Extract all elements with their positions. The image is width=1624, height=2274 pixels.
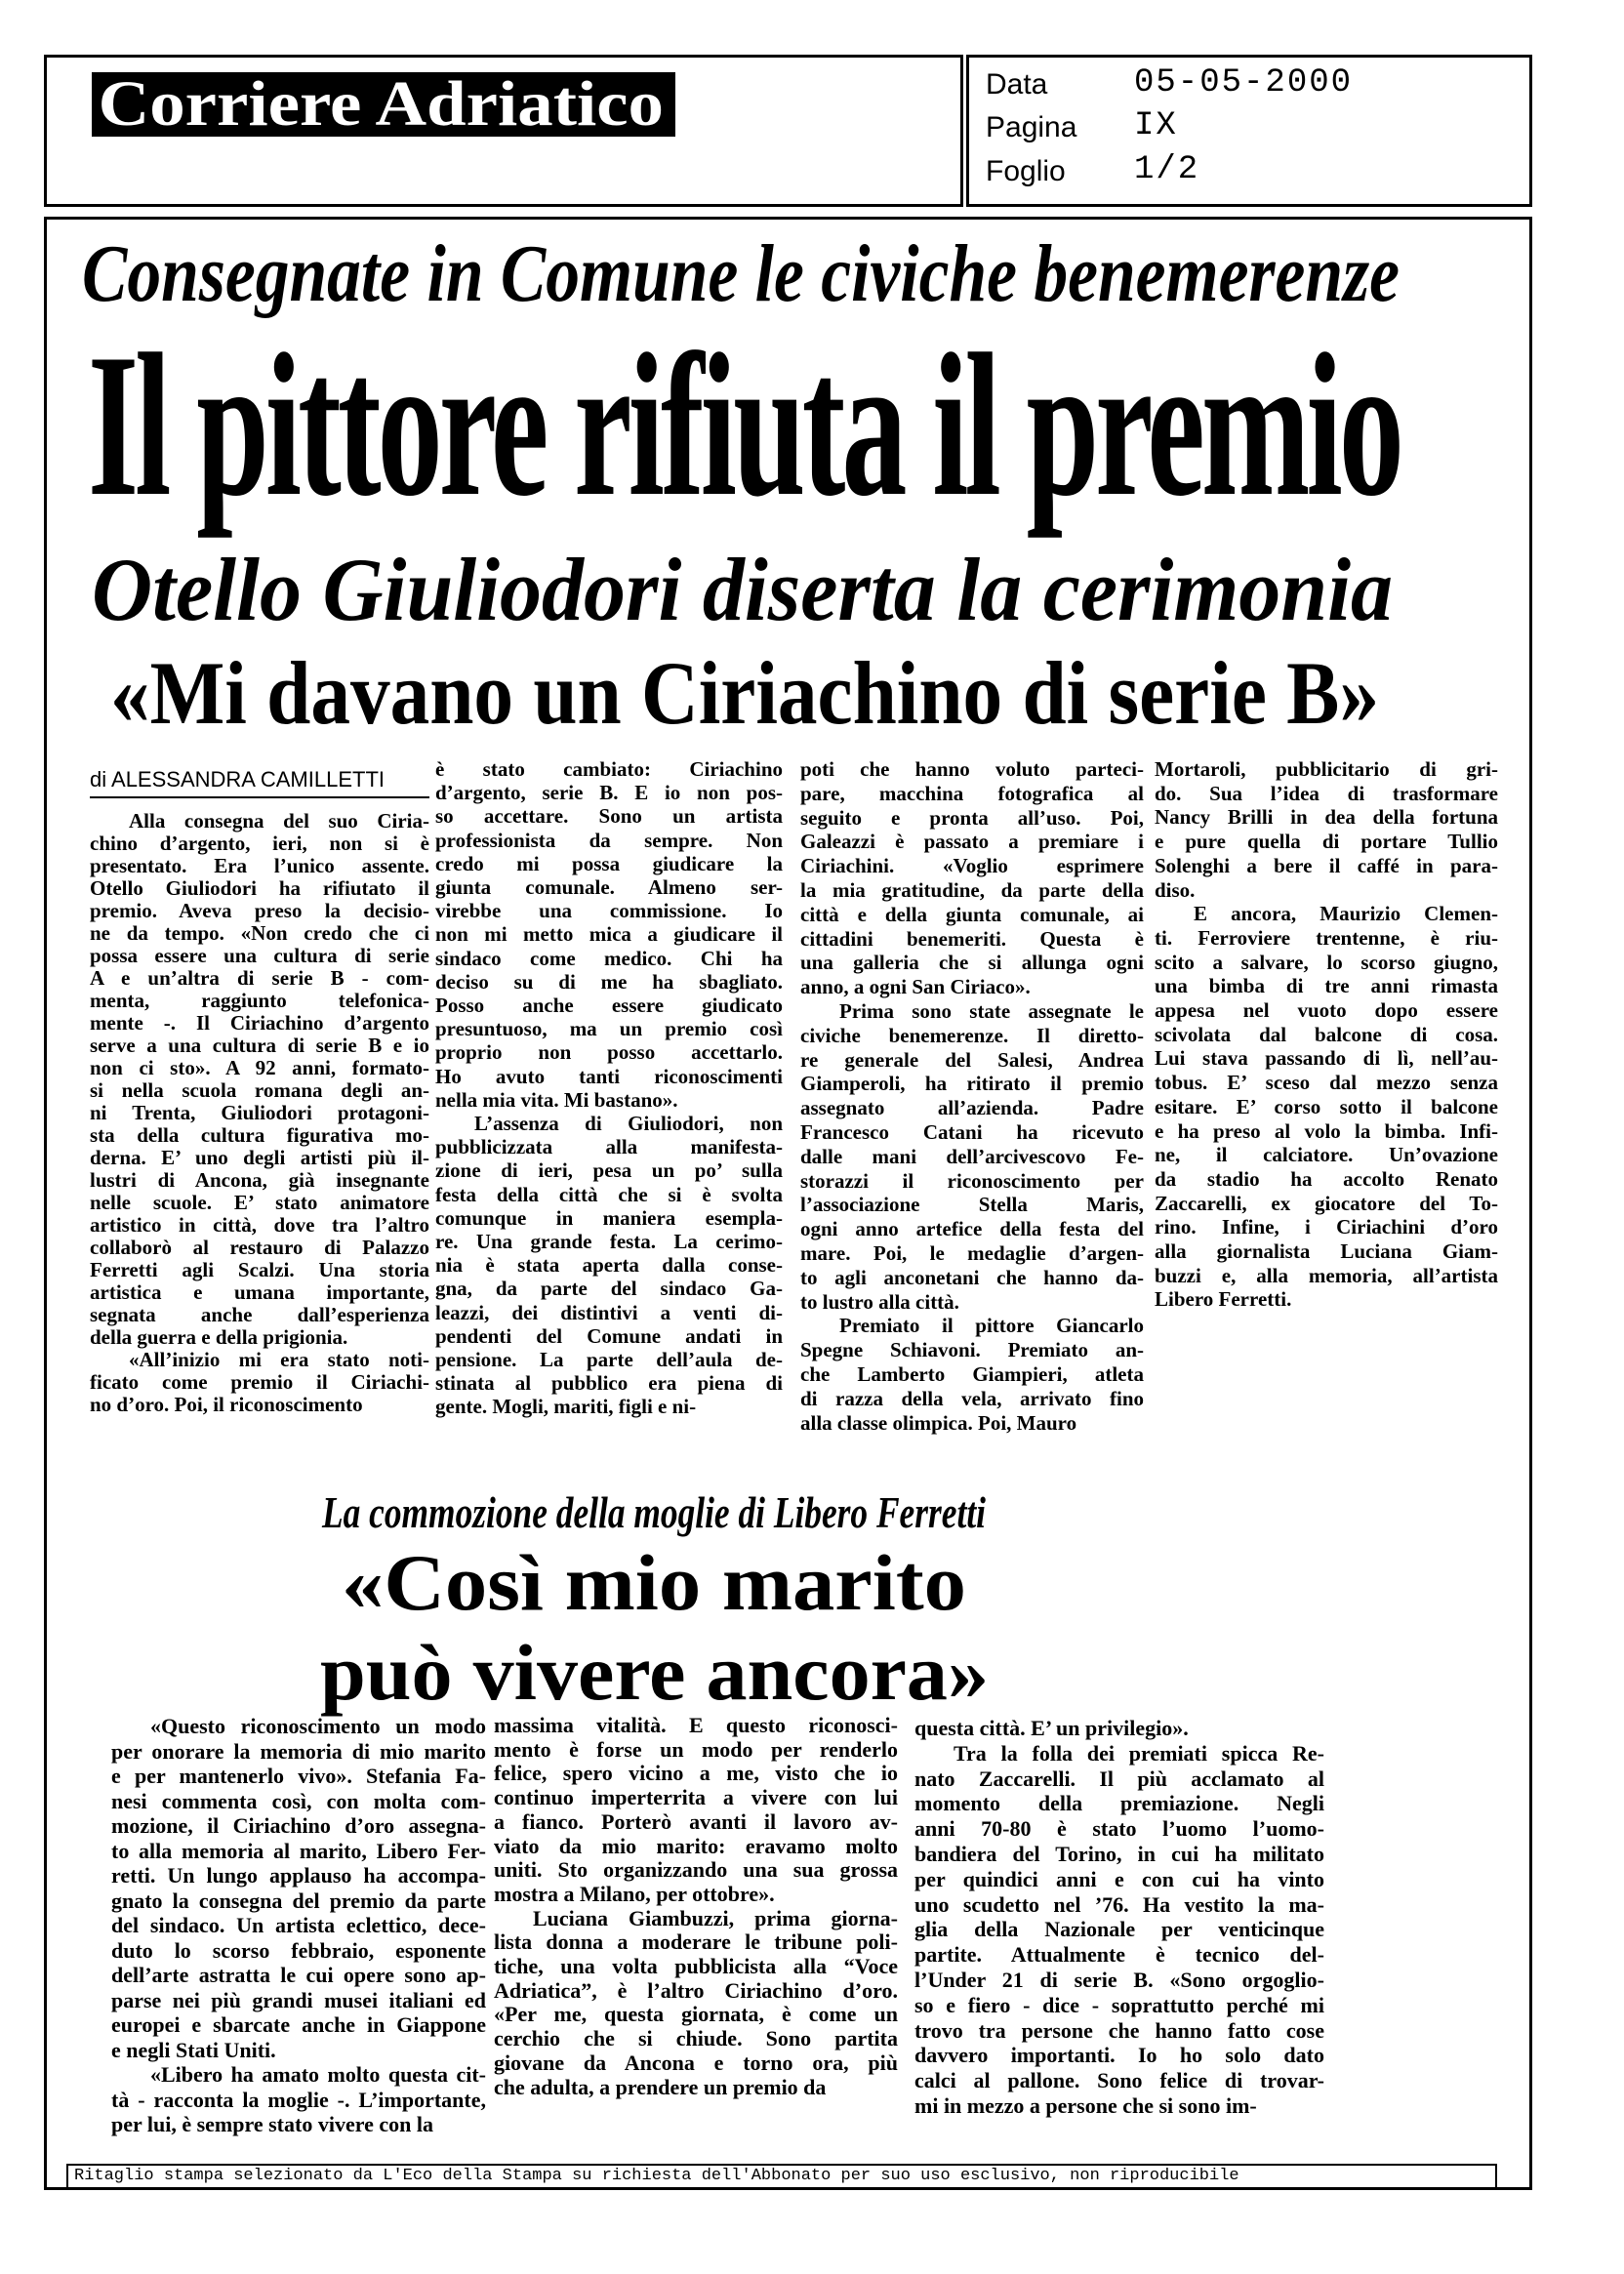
text-line: collaborò al restauro di Palazzo	[90, 1236, 429, 1259]
text-line: buzzi e, alla memoria, all’artista	[1155, 1263, 1498, 1287]
text-line: tiche, una volta pubblicista alla “Voce	[494, 1954, 898, 1979]
text-line: gente. Mogli, mariti, figli e ni-	[435, 1395, 697, 1419]
text-line: città e della giunta comunale, ai	[800, 902, 1144, 926]
text-line: ficato come premio il Ciriachi-	[90, 1370, 429, 1394]
text-line: Luciana Giambuzzi, prima giorna-	[533, 1905, 898, 1930]
text-line: per quindici anni e con cui ha vinto	[914, 1866, 1324, 1891]
text-line: per lui, è sempre stato vivere con la	[111, 2112, 433, 2136]
text-line: derna. E’ uno degli artisti più il-	[90, 1146, 429, 1169]
text-line: possa essere una cultura di serie	[90, 944, 429, 967]
text-line: massima vitalità. E questo riconosci-	[494, 1713, 898, 1737]
headline-line: «Così mio marito	[342, 1538, 967, 1627]
text-line: che adulta, a prendere un premio da	[494, 2074, 827, 2099]
text-line: Mortaroli, pubblicitario di gri-	[1155, 757, 1498, 781]
sheet-label: Foglio	[986, 155, 1066, 187]
text-line: diso.	[1155, 877, 1196, 902]
text-line: Francesco Catani ha ricevuto	[800, 1119, 1144, 1144]
text-line: re. Una grande festa. La cerimo-	[435, 1230, 783, 1254]
page-label: Pagina	[986, 111, 1077, 143]
text-line: si nella scuola romana degli an-	[90, 1078, 429, 1102]
kicker-text: Consegnate in Comune le civiche benemerenze	[82, 228, 1400, 319]
text-line: lista donna a moderare le tribune poli-	[494, 1929, 898, 1955]
text-line: comunque in maniera esempla-	[435, 1205, 783, 1230]
text-line: Premiato il pittore Giancarlo	[839, 1314, 1144, 1338]
text-line: momento della premiazione. Negli	[914, 1791, 1324, 1816]
text-line: «Questo riconoscimento un modo	[150, 1714, 486, 1738]
quote-text: «Mi davano un Ciriachino di serie B»	[110, 643, 1379, 743]
sidebar-kicker	[322, 1489, 1185, 1536]
clipping-footer-notice: Ritaglio stampa selezionato da L'Eco della Stampa su richiesta dell'Abbonato per suo uso esclusivo, non riproducibile	[66, 2164, 1497, 2189]
text-line: chino d’argento, ieri, non si è	[90, 832, 429, 855]
text-line: nia è stata aperta dalla conse-	[435, 1253, 783, 1278]
text-line: serve a una cultura di serie B e io	[90, 1034, 429, 1057]
text-line: l’associazione Stella Maris,	[800, 1193, 1144, 1217]
text-line: uniti. Sto organizzando una sua grossa	[494, 1857, 898, 1883]
text-line: per onorare la memoria di mio marito	[111, 1738, 486, 1764]
article-title	[88, 312, 1624, 539]
text-line: una bimba di tre anni rimasta	[1155, 974, 1498, 998]
text-line: to lustro alla città.	[800, 1289, 959, 1314]
text-line: Nancy Brilli in dea della fortuna	[1155, 805, 1498, 830]
subtitle-text: Otello Giuliodori diserta la cerimonia	[92, 540, 1393, 639]
date-label: Data	[986, 68, 1048, 101]
text-line: assegnato all’azienda. Padre	[800, 1096, 1144, 1120]
text-line: stinata al pubblico era piena di	[435, 1371, 783, 1396]
text-line: «Per me, questa giornata, è come un	[494, 2002, 898, 2027]
text-line: nesi commenta così, con molta com-	[111, 1788, 486, 1813]
text-line: pare, macchina fotografica al	[800, 781, 1144, 805]
text-line: to alla memoria al marito, Libero Fer-	[111, 1838, 486, 1863]
text-line: retti. Un lungo applauso ha accompa-	[111, 1863, 486, 1888]
text-line: Giamperoli, ha ritirato il premio	[800, 1072, 1144, 1096]
text-line: l’Under 21 di serie B. «Sono orgoglio-	[914, 1967, 1324, 1992]
article-column-4	[1155, 757, 1498, 1312]
text-line: del sindaco. Un artista eclettico, dece-	[111, 1913, 486, 1937]
text-line: cittadini benemeriti. Questa è	[800, 926, 1144, 951]
text-line: mente -. Il Ciriachino d’argento	[90, 1011, 429, 1035]
text-line: glia della Nazionale per venticinque	[914, 1917, 1324, 1942]
text-line: ti. Ferroviere trentenne, è riu-	[1155, 925, 1498, 950]
text-line: nato Zaccarelli. Il più acclamato al	[914, 1766, 1324, 1791]
article-kicker	[82, 230, 1624, 318]
text-line: Adriatica”, è l’altro Ciriachino d’oro.	[494, 1977, 898, 2003]
text-line: Prima sono state assegnate le	[839, 998, 1144, 1023]
text-line: Alla consegna del suo Ciria-	[129, 809, 429, 832]
text-line: cerchio che si chiude. Sono partita	[494, 2026, 898, 2051]
text-line: giovane da Ancona e torno ora, più	[494, 2050, 898, 2075]
text-line: Posso anche essere giudicato	[435, 994, 783, 1018]
logo-text: Corriere Adriatico	[98, 72, 665, 137]
sheet-value: 1/2	[1134, 151, 1200, 188]
text-line: anni 70-80 è stato l’uomo l’uomo-	[914, 1816, 1324, 1842]
sidebar-headline-line-2	[320, 1628, 989, 1717]
text-line: Tra la folla dei premiati spicca Re-	[954, 1740, 1324, 1766]
text-line: ne da tempo. «Non credo che ci	[90, 921, 429, 945]
text-line: mento è forse un modo per renderlo	[494, 1736, 898, 1762]
text-line: calci al pallone. Sono felice di trovar-	[914, 2068, 1324, 2093]
text-line: mare. Poi, le medaglie d’argen-	[800, 1240, 1144, 1265]
text-line: Zaccarelli, ex giocatore del To-	[1155, 1191, 1498, 1215]
headline-line: può vivere ancora»	[320, 1628, 989, 1717]
text-line: mi in mezzo a persone che si sono im-	[914, 2092, 1257, 2118]
text-line: do. Sua l’idea di trasformare	[1155, 781, 1498, 805]
text-line: uno scudetto nel ’76. Ha vestito la ma-	[914, 1891, 1324, 1917]
text-line: è stato cambiato: Ciriachino	[435, 757, 783, 781]
text-line: re generale del Salesi, Andrea	[800, 1047, 1144, 1072]
text-line: presentato. Era l’unico assente.	[90, 854, 429, 877]
text-line: a fianco. Porterò avanti il lavoro av-	[494, 1808, 898, 1834]
sidebar-column-2	[494, 1714, 898, 2099]
text-line: proprio non posso accettarlo.	[435, 1040, 783, 1065]
text-line: so accettare. Sono un artista	[435, 804, 783, 829]
text-line: L’assenza di Giuliodori, non	[474, 1112, 783, 1136]
text-line: e negli Stati Uniti.	[111, 2037, 276, 2062]
article-column-2	[435, 757, 783, 1419]
text-line: alla giornalista Luciana Giam-	[1155, 1239, 1498, 1264]
text-line: Galeazzi è passato a premiare i	[800, 830, 1144, 854]
text-line: poti che hanno voluto parteci-	[800, 757, 1144, 781]
text-line: parse nei più grandi musei italiani ed	[111, 1987, 486, 2012]
text-line: artistica e umana importante,	[90, 1280, 429, 1304]
text-line: deciso su di me ha sbagliato.	[435, 969, 783, 994]
text-line: da stadio ha accolto Renato	[1155, 1166, 1498, 1191]
text-line: duto lo scorso febbraio, esponente	[111, 1937, 486, 1963]
text-line: esitare. E’ corso sotto il balcone	[1155, 1094, 1498, 1118]
text-line: ogni anno artefice della festa del	[800, 1217, 1144, 1241]
text-line: to agli anconetani che hanno da-	[800, 1265, 1144, 1289]
text-line: che Lamberto Giampieri, atleta	[800, 1361, 1144, 1386]
text-line: non mi metto mica a giudicare il	[435, 922, 783, 947]
text-line: Solenghi a bere il caffé in para-	[1155, 853, 1498, 877]
text-line: sindaco come medico. Chi ha	[435, 946, 783, 970]
text-line: ni Trenta, Giuliodori protagoni-	[90, 1101, 429, 1124]
sidebar-kicker-text: La commozione della moglie di Libero Ferretti	[322, 1487, 986, 1537]
text-line: una galleria che si allunga ogni	[800, 951, 1144, 975]
text-line: «All’inizio mi era stato noti-	[129, 1348, 429, 1371]
sidebar-column-3	[914, 1716, 1324, 2119]
date-value: 05-05-2000	[1134, 64, 1354, 102]
text-line: di razza della vela, arrivato fino	[800, 1386, 1144, 1410]
text-line: bandiera del Torino, in cui ha militato	[914, 1841, 1324, 1866]
text-line: E ancora, Maurizio Clemen-	[1194, 902, 1498, 926]
text-line: questa città. E’ un privilegio».	[914, 1716, 1189, 1740]
text-line: pendenti del Comune andati in	[435, 1323, 783, 1348]
text-line: rino. Infine, i Ciriachini d’oro	[1155, 1215, 1498, 1239]
text-line: segnata anche dall’esperienza	[90, 1303, 429, 1326]
text-line: lustri di Ancona, già insegnante	[90, 1168, 429, 1192]
text-line: ne, il calciatore. Un’ovazione	[1155, 1143, 1498, 1167]
text-line: Libero Ferretti.	[1155, 1287, 1292, 1312]
text-line: scivolata dal balcone di cosa.	[1155, 1022, 1498, 1046]
text-line: e pure quella di portare Tullio	[1155, 830, 1498, 854]
text-line: Otello Giuliodori ha rifiutato il	[90, 876, 429, 900]
text-line: appesa nel vuoto dopo essere	[1155, 998, 1498, 1023]
text-line: presuntuoso, ma un premio così	[435, 1017, 783, 1041]
text-line: Ciriachini. «Voglio esprimere	[800, 854, 1144, 878]
text-line: d’argento, serie B. E io non pos-	[435, 781, 783, 805]
text-line: trovo tra persone che hanno fatto cose	[914, 2017, 1324, 2043]
text-line: seguito e pronta all’uso. Poi,	[800, 805, 1144, 830]
text-line: artistico in città, dove tra l’altro	[90, 1213, 429, 1237]
text-line: professionista da sempre. Non	[435, 828, 783, 852]
page-value: IX	[1134, 107, 1178, 144]
text-line: alla classe olimpica. Poi, Mauro	[800, 1410, 1077, 1435]
text-line: della guerra e della prigionia.	[90, 1325, 348, 1349]
text-line: non ci sto». A 92 anni, formato-	[90, 1056, 429, 1079]
text-line: nelle scuole. E’ stato animatore	[90, 1191, 429, 1214]
text-line: leazzi, dei distintivi a venti di-	[435, 1300, 783, 1324]
byline: di ALESSANDRA CAMILLETTI	[90, 767, 429, 798]
sidebar-column-1	[111, 1714, 486, 2137]
text-line: mozione, il Ciriachino d’oro assegna-	[111, 1813, 486, 1838]
text-line: scito a salvare, lo scorso giugno,	[1155, 950, 1498, 974]
text-line: europei e sbarcate anche in Giappone	[111, 2012, 486, 2037]
text-line: «Libero ha amato molto questa cit-	[150, 2062, 486, 2087]
text-line: continuo imperterrita a vivere con lui	[494, 1785, 898, 1810]
text-line: Ferretti agli Scalzi. Una storia	[90, 1258, 429, 1281]
text-line: viato da mio marito: eravamo molto	[494, 1833, 898, 1858]
article-quote-headline	[110, 643, 1547, 743]
text-line: Spegne Schiavoni. Premiato an-	[800, 1338, 1144, 1362]
text-line: premio. Aveva preso la decisio-	[90, 899, 429, 922]
text-line: gnato la consegna del premio da parte	[111, 1888, 486, 1913]
text-line: civiche benemerenze. Il diretto-	[800, 1023, 1144, 1047]
article-column-1	[90, 810, 429, 1416]
text-line: credo mi possa giudicare la	[435, 851, 783, 875]
article-column-3	[800, 757, 1144, 1435]
text-line: la mia gratitudine, da parte della	[800, 877, 1144, 902]
newspaper-logo	[92, 72, 675, 137]
text-line: so e fiero - dice - soprattutto perché mi	[914, 1992, 1324, 2017]
text-line: anno, a ogni San Ciriaco».	[800, 975, 1031, 999]
text-line: tobus. E’ sceso dal mezzo senza	[1155, 1071, 1498, 1095]
text-line: A e un’altra di serie B - com-	[90, 966, 429, 990]
text-line: felice, spero vicino a me, visto che io	[494, 1761, 898, 1786]
article-subtitle	[92, 540, 1483, 639]
text-line: virebbe una commissione. Io	[435, 899, 783, 923]
text-line: e ha preso al volo la bimba. Infi-	[1155, 1118, 1498, 1143]
text-line: giunta comunale. Almeno ser-	[435, 875, 783, 900]
text-line: zione di ieri, pesa un po’ sulla	[435, 1158, 783, 1183]
text-line: pubblicizzata alla manifesta-	[435, 1135, 783, 1159]
text-line: mostra a Milano, per ottobre».	[494, 1881, 775, 1906]
text-line: no d’oro. Poi, il riconoscimento	[90, 1393, 363, 1416]
text-line: nella mia vita. Mi bastano».	[435, 1087, 678, 1112]
title-text: Il pittore rifiuta il premio	[88, 312, 1401, 539]
text-line: partite. Attualmente è tecnico del-	[914, 1942, 1324, 1968]
text-line: pensione. La parte dell’aula de-	[435, 1348, 783, 1372]
text-line: Lui stava passando di lì, nell’au-	[1155, 1046, 1498, 1071]
text-line: Ho avuto tanti riconoscimenti	[435, 1064, 783, 1088]
text-line: festa della città che si è svolta	[435, 1182, 783, 1206]
sidebar-headline-line-1	[342, 1538, 967, 1627]
text-line: dell’arte astratta le cui opere sono ap-	[111, 1963, 486, 1987]
text-line: gna, da parte del sindaco Ga-	[435, 1277, 783, 1301]
text-line: sta della cultura figurativa mo-	[90, 1123, 429, 1147]
text-line: tà - racconta la moglie -. L’importante,	[111, 2087, 486, 2112]
text-line: menta, raggiunto telefonica-	[90, 989, 429, 1012]
text-line: storazzi il riconoscimento per	[800, 1168, 1144, 1193]
text-line: dalle mani dell’arcivescovo Fe-	[800, 1144, 1144, 1168]
text-line: davvero importanti. Io ho solo dato	[914, 2043, 1324, 2068]
text-line: e per mantenerlo vivo». Stefania Fa-	[111, 1764, 486, 1788]
